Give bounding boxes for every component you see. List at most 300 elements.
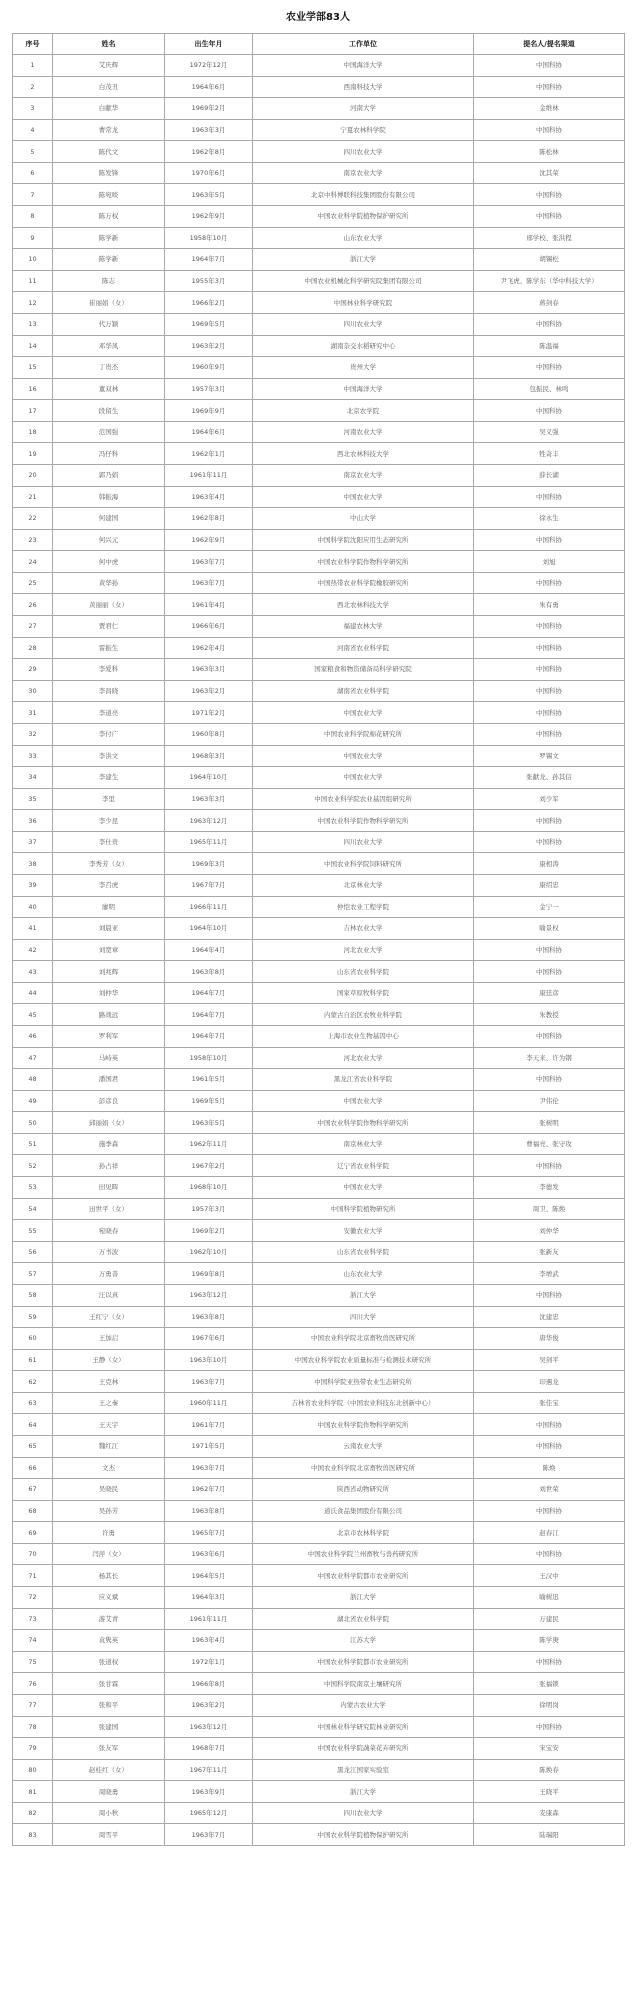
cell-index: 28 — [13, 637, 53, 659]
cell-employer: 北京市农林科学院 — [253, 1522, 474, 1544]
cell-index: 14 — [13, 335, 53, 357]
cell-name: 张甘霖 — [53, 1673, 165, 1695]
table-row — [13, 1026, 625, 1048]
cell-name: 王红宁（女） — [53, 1306, 165, 1328]
cell-name: 赵桂红（女） — [53, 1759, 165, 1781]
cell-index: 42 — [13, 939, 53, 961]
cell-index: 41 — [13, 918, 53, 940]
cell-index: 54 — [13, 1198, 53, 1220]
cell-name: 应义斌 — [53, 1587, 165, 1609]
cell-birth: 1967年6月 — [165, 1328, 253, 1350]
cell-nominator: 尹伟伦 — [474, 1090, 625, 1112]
cell-employer: 江苏大学 — [253, 1630, 474, 1652]
cell-name: 周小秋 — [53, 1802, 165, 1824]
cell-name: 何中虎 — [53, 551, 165, 573]
cell-nominator: 中国科协 — [474, 313, 625, 335]
cell-index: 36 — [13, 810, 53, 832]
cell-birth: 1963年7月 — [165, 1824, 253, 1846]
cell-nominator: 王晓平 — [474, 1781, 625, 1803]
cell-employer: 中国农业科学院北京畜牧兽医研究所 — [253, 1457, 474, 1479]
cell-nominator: 邢学校、张洪程 — [474, 227, 625, 249]
cell-nominator: 刘世荣 — [474, 1479, 625, 1501]
cell-nominator: 康相涛 — [474, 853, 625, 875]
cell-nominator: 印遇龙 — [474, 1371, 625, 1393]
cell-birth: 1963年7月 — [165, 572, 253, 594]
cell-name: 黄丽丽（女） — [53, 594, 165, 616]
cell-birth: 1962年7月 — [165, 1479, 253, 1501]
cell-index: 64 — [13, 1414, 53, 1436]
cell-employer: 中国农业科学院都市农业研究所 — [253, 1565, 474, 1587]
cell-name: 吴孙芳 — [53, 1500, 165, 1522]
cell-employer: 四川农业大学 — [253, 831, 474, 853]
cell-nominator: 中国科协 — [474, 1436, 625, 1458]
cell-nominator: 胡锡松 — [474, 249, 625, 271]
cell-index: 5 — [13, 141, 53, 163]
cell-name: 王静（女） — [53, 1349, 165, 1371]
cell-birth: 1972年1月 — [165, 1651, 253, 1673]
cell-name: 李召虎 — [53, 874, 165, 896]
table-row — [13, 1349, 625, 1371]
cell-birth: 1969年2月 — [165, 1220, 253, 1242]
cell-employer: 黑龙江省农业科学院 — [253, 1069, 474, 1091]
cell-birth: 1955年3月 — [165, 270, 253, 292]
cell-name: 田见晖 — [53, 1177, 165, 1199]
cell-nominator: 中国科协 — [474, 400, 625, 422]
header-employer: 工作单位 — [253, 34, 474, 55]
cell-nominator: 中国科协 — [474, 680, 625, 702]
cell-index: 63 — [13, 1392, 53, 1414]
cell-employer: 内蒙古自治区农牧业科学院 — [253, 1004, 474, 1026]
cell-name: 陈宛啖 — [53, 184, 165, 206]
cell-employer: 四川农业大学 — [253, 141, 474, 163]
cell-nominator: 康廷彦 — [474, 982, 625, 1004]
cell-index: 46 — [13, 1026, 53, 1048]
cell-nominator: 中国科协 — [474, 723, 625, 745]
cell-employer: 吉林农业大学 — [253, 918, 474, 940]
cell-name: 陈发锋 — [53, 162, 165, 184]
cell-index: 25 — [13, 572, 53, 594]
cell-name: 张建国 — [53, 1716, 165, 1738]
cell-employer: 南京林业大学 — [253, 1133, 474, 1155]
table-row — [13, 1608, 625, 1630]
cell-employer: 中国热带农业科学院橡胶研究所 — [253, 572, 474, 594]
cell-employer: 中国农业科学院饲料研究所 — [253, 853, 474, 875]
cell-nominator: 中国科协 — [474, 702, 625, 724]
table-row — [13, 1371, 625, 1393]
cell-birth: 1963年3月 — [165, 659, 253, 681]
cell-employer: 中国农业大学 — [253, 745, 474, 767]
cell-birth: 1963年12月 — [165, 810, 253, 832]
cell-index: 4 — [13, 119, 53, 141]
cell-nominator: 金宁一 — [474, 896, 625, 918]
cell-name: 王天宇 — [53, 1414, 165, 1436]
cell-birth: 1963年2月 — [165, 1694, 253, 1716]
cell-birth: 1964年3月 — [165, 1587, 253, 1609]
cell-name: 张和平 — [53, 1694, 165, 1716]
table-row — [13, 1824, 625, 1846]
cell-birth: 1964年5月 — [165, 1565, 253, 1587]
table-row — [13, 1004, 625, 1026]
cell-name: 白茂丑 — [53, 76, 165, 98]
cell-name: 马峙英 — [53, 1047, 165, 1069]
cell-index: 1 — [13, 55, 53, 77]
table-row — [13, 939, 625, 961]
cell-index: 43 — [13, 961, 53, 983]
cell-name: 董双林 — [53, 378, 165, 400]
cell-nominator: 中国科协 — [474, 184, 625, 206]
cell-birth: 1964年10月 — [165, 918, 253, 940]
cell-index: 62 — [13, 1371, 53, 1393]
cell-index: 21 — [13, 486, 53, 508]
cell-index: 52 — [13, 1155, 53, 1177]
cell-name: 王加启 — [53, 1328, 165, 1350]
table-row — [13, 184, 625, 206]
cell-index: 9 — [13, 227, 53, 249]
cell-name: 何兴元 — [53, 529, 165, 551]
cell-birth: 1963年12月 — [165, 1716, 253, 1738]
cell-name: 艾庆辉 — [53, 55, 165, 77]
cell-index: 11 — [13, 270, 53, 292]
cell-index: 59 — [13, 1306, 53, 1328]
cell-birth: 1957年3月 — [165, 378, 253, 400]
cell-employer: 中国农业科学院作物科学研究所 — [253, 551, 474, 573]
cell-index: 69 — [13, 1522, 53, 1544]
cell-name: 张道权 — [53, 1651, 165, 1673]
cell-employer: 辽宁省农业科学院 — [253, 1155, 474, 1177]
cell-employer: 道氏食品集团股份有限公司 — [253, 1500, 474, 1522]
table-row — [13, 1155, 625, 1177]
table-row — [13, 680, 625, 702]
cell-birth: 1964年7月 — [165, 249, 253, 271]
cell-birth: 1963年8月 — [165, 1500, 253, 1522]
cell-nominator: 吴义强 — [474, 421, 625, 443]
cell-employer: 中国科学院沈阳应用生态研究所 — [253, 529, 474, 551]
cell-nominator: 中国科协 — [474, 119, 625, 141]
table-row — [13, 464, 625, 486]
cell-employer: 中国农业科学院农业基因组研究所 — [253, 788, 474, 810]
table-header-row — [13, 34, 625, 55]
cell-birth: 1963年10月 — [165, 1349, 253, 1371]
cell-nominator: 中国科协 — [474, 1414, 625, 1436]
cell-employer: 黑龙江国家实验室 — [253, 1759, 474, 1781]
cell-employer: 中国农业大学 — [253, 486, 474, 508]
cell-nominator: 中国科协 — [474, 1284, 625, 1306]
cell-index: 2 — [13, 76, 53, 98]
cell-nominator: 中国科协 — [474, 1026, 625, 1048]
cell-name: 李付广 — [53, 723, 165, 745]
cell-name: 李昌晓 — [53, 680, 165, 702]
cell-employer: 河南大学 — [253, 98, 474, 120]
cell-name: 袁隽英 — [53, 1630, 165, 1652]
cell-employer: 吉林省农业科学院（中国农业科技东北创新中心） — [253, 1392, 474, 1414]
cell-nominator: 唐华俊 — [474, 1328, 625, 1350]
cell-employer: 中国海洋大学 — [253, 55, 474, 77]
table-row — [13, 1220, 625, 1242]
table-row — [13, 270, 625, 292]
table-row — [13, 98, 625, 120]
cell-nominator: 中国科协 — [474, 961, 625, 983]
cell-employer: 上海市农业生物基因中心 — [253, 1026, 474, 1048]
cell-name: 何建国 — [53, 508, 165, 530]
cell-employer: 中国科学院植物研究所 — [253, 1198, 474, 1220]
cell-index: 80 — [13, 1759, 53, 1781]
cell-employer: 中国农业科学院植物保护研究所 — [253, 206, 474, 228]
cell-nominator: 罗锡文 — [474, 745, 625, 767]
cell-name: 孙占祥 — [53, 1155, 165, 1177]
header-nominator: 提名人/提名渠道 — [474, 34, 625, 55]
cell-index: 71 — [13, 1565, 53, 1587]
cell-employer: 西南科技大学 — [253, 76, 474, 98]
table-row — [13, 1673, 625, 1695]
table-row — [13, 1284, 625, 1306]
table-row — [13, 378, 625, 400]
cell-index: 16 — [13, 378, 53, 400]
cell-nominator: 尹飞虎、陈学东（华中科技大学） — [474, 270, 625, 292]
cell-nominator: 麦康森 — [474, 1802, 625, 1824]
cell-nominator: 中国科协 — [474, 637, 625, 659]
table-row — [13, 313, 625, 335]
table-row — [13, 918, 625, 940]
table-row — [13, 637, 625, 659]
cell-index: 82 — [13, 1802, 53, 1824]
table-row — [13, 1479, 625, 1501]
cell-birth: 1969年2月 — [165, 98, 253, 120]
table-row — [13, 1500, 625, 1522]
cell-name: 邓华凤 — [53, 335, 165, 357]
table-row — [13, 896, 625, 918]
cell-birth: 1963年7月 — [165, 1371, 253, 1393]
cell-employer: 湖北省农业科学院 — [253, 1608, 474, 1630]
cell-name: 文杰 — [53, 1457, 165, 1479]
cell-birth: 1965年7月 — [165, 1522, 253, 1544]
table-row — [13, 874, 625, 896]
cell-nominator: 张树明 — [474, 1112, 625, 1134]
header-name: 姓名 — [53, 34, 165, 55]
table-body — [13, 55, 625, 1846]
cell-employer: 贵州大学 — [253, 357, 474, 379]
cell-birth: 1958年10月 — [165, 1047, 253, 1069]
cell-birth: 1963年4月 — [165, 1630, 253, 1652]
table-row — [13, 810, 625, 832]
cell-index: 79 — [13, 1738, 53, 1760]
cell-index: 72 — [13, 1587, 53, 1609]
cell-employer: 北京中科博联科技集团股份有限公司 — [253, 184, 474, 206]
nominee-table — [12, 33, 625, 1846]
cell-index: 51 — [13, 1133, 53, 1155]
cell-name: 范国强 — [53, 421, 165, 443]
cell-employer: 内蒙古农业大学 — [253, 1694, 474, 1716]
table-row — [13, 1090, 625, 1112]
cell-nominator: 陈松林 — [474, 141, 625, 163]
cell-birth: 1961年7月 — [165, 1414, 253, 1436]
table-row — [13, 529, 625, 551]
cell-birth: 1963年8月 — [165, 961, 253, 983]
cell-employer: 中国农业大学 — [253, 1090, 474, 1112]
cell-name: 潘国君 — [53, 1069, 165, 1091]
table-row — [13, 141, 625, 163]
cell-nominator: 徐永生 — [474, 508, 625, 530]
cell-birth: 1961年5月 — [165, 1069, 253, 1091]
cell-nominator: 沈其荣 — [474, 162, 625, 184]
cell-name: 陈万权 — [53, 206, 165, 228]
cell-nominator: 中国科协 — [474, 939, 625, 961]
cell-name: 冯仔科 — [53, 443, 165, 465]
cell-index: 40 — [13, 896, 53, 918]
table-row — [13, 1241, 625, 1263]
cell-index: 3 — [13, 98, 53, 120]
cell-name: 李少昆 — [53, 810, 165, 832]
cell-birth: 1965年12月 — [165, 1802, 253, 1824]
cell-employer: 中国农业科学院蔬菜花卉研究所 — [253, 1738, 474, 1760]
cell-nominator: 刘旭 — [474, 551, 625, 573]
table-row — [13, 1263, 625, 1285]
table-row — [13, 1716, 625, 1738]
cell-employer: 西北农林科技大学 — [253, 594, 474, 616]
table-row — [13, 400, 625, 422]
cell-employer: 湖南杂交水稻研究中心 — [253, 335, 474, 357]
table-row — [13, 1457, 625, 1479]
header-birth: 出生年月 — [165, 34, 253, 55]
cell-index: 47 — [13, 1047, 53, 1069]
cell-index: 27 — [13, 616, 53, 638]
cell-employer: 中国农业大学 — [253, 767, 474, 789]
cell-employer: 中山大学 — [253, 508, 474, 530]
cell-birth: 1964年6月 — [165, 76, 253, 98]
cell-nominator: 李天来、许为钢 — [474, 1047, 625, 1069]
cell-index: 77 — [13, 1694, 53, 1716]
cell-birth: 1960年11月 — [165, 1392, 253, 1414]
cell-birth: 1963年2月 — [165, 335, 253, 357]
cell-index: 75 — [13, 1651, 53, 1673]
cell-index: 70 — [13, 1543, 53, 1565]
cell-employer: 中国农业机械化科学研究院集团有限公司 — [253, 270, 474, 292]
cell-birth: 1963年6月 — [165, 1543, 253, 1565]
cell-nominator: 中国科协 — [474, 1543, 625, 1565]
table-row — [13, 767, 625, 789]
cell-name: 雷振生 — [53, 637, 165, 659]
cell-birth: 1969年8月 — [165, 1263, 253, 1285]
cell-index: 20 — [13, 464, 53, 486]
cell-nominator: 中国科协 — [474, 1155, 625, 1177]
cell-name: 许勇 — [53, 1522, 165, 1544]
table-row — [13, 1069, 625, 1091]
cell-index: 29 — [13, 659, 53, 681]
table-row — [13, 1198, 625, 1220]
cell-birth: 1966年8月 — [165, 1673, 253, 1695]
table-row — [13, 421, 625, 443]
cell-nominator: 中国科协 — [474, 486, 625, 508]
cell-nominator: 中国科协 — [474, 659, 625, 681]
cell-name: 韩振海 — [53, 486, 165, 508]
table-row — [13, 227, 625, 249]
cell-name: 田世平（女） — [53, 1198, 165, 1220]
cell-name: 李道亮 — [53, 702, 165, 724]
table-row — [13, 1112, 625, 1134]
table-row — [13, 1133, 625, 1155]
cell-birth: 1968年3月 — [165, 745, 253, 767]
cell-name: 刘兆辉 — [53, 961, 165, 983]
cell-name: 贾君仁 — [53, 616, 165, 638]
cell-nominator: 张福锁 — [474, 1673, 625, 1695]
cell-name: 路战远 — [53, 1004, 165, 1026]
cell-employer: 四川大学 — [253, 1306, 474, 1328]
cell-nominator: 牲奇丰 — [474, 443, 625, 465]
cell-birth: 1963年9月 — [165, 1781, 253, 1803]
cell-name: 黄华孙 — [53, 572, 165, 594]
cell-birth: 1963年7月 — [165, 551, 253, 573]
table-row — [13, 1565, 625, 1587]
cell-name: 汪以真 — [53, 1284, 165, 1306]
cell-nominator: 万建民 — [474, 1608, 625, 1630]
cell-nominator: 吴剑平 — [474, 1349, 625, 1371]
cell-employer: 中国农业科学院棉花研究所 — [253, 723, 474, 745]
cell-birth: 1963年2月 — [165, 680, 253, 702]
cell-index: 18 — [13, 421, 53, 443]
cell-index: 74 — [13, 1630, 53, 1652]
table-row — [13, 702, 625, 724]
cell-nominator: 沈建忠 — [474, 1306, 625, 1328]
cell-index: 35 — [13, 788, 53, 810]
cell-employer: 中国农业科学院作物科学研究所 — [253, 810, 474, 832]
cell-employer: 西北农林科技大学 — [253, 443, 474, 465]
table-row — [13, 1392, 625, 1414]
cell-index: 56 — [13, 1241, 53, 1263]
cell-birth: 1967年11月 — [165, 1759, 253, 1781]
table-row — [13, 1328, 625, 1350]
cell-employer: 云南农业大学 — [253, 1436, 474, 1458]
cell-name: 王之秦 — [53, 1392, 165, 1414]
cell-nominator: 宋宝安 — [474, 1738, 625, 1760]
cell-employer: 山东农业大学 — [253, 227, 474, 249]
cell-birth: 1968年10月 — [165, 1177, 253, 1199]
cell-employer: 中国海洋大学 — [253, 378, 474, 400]
cell-index: 73 — [13, 1608, 53, 1630]
table-row — [13, 723, 625, 745]
table-row — [13, 1802, 625, 1824]
cell-employer: 中国农业大学 — [253, 702, 474, 724]
cell-index: 22 — [13, 508, 53, 530]
table-row — [13, 1436, 625, 1458]
table-row — [13, 659, 625, 681]
table-row — [13, 443, 625, 465]
cell-nominator: 金维林 — [474, 98, 625, 120]
cell-employer: 中国科学院亚热带农业生态研究所 — [253, 1371, 474, 1393]
cell-birth: 1963年4月 — [165, 486, 253, 508]
cell-index: 23 — [13, 529, 53, 551]
cell-index: 37 — [13, 831, 53, 853]
cell-index: 67 — [13, 1479, 53, 1501]
cell-index: 44 — [13, 982, 53, 1004]
cell-name: 段留生 — [53, 400, 165, 422]
cell-nominator: 喻树迅 — [474, 1587, 625, 1609]
cell-index: 49 — [13, 1090, 53, 1112]
cell-birth: 1971年5月 — [165, 1436, 253, 1458]
cell-index: 83 — [13, 1824, 53, 1846]
cell-index: 38 — [13, 853, 53, 875]
cell-birth: 1964年4月 — [165, 939, 253, 961]
table-row — [13, 508, 625, 530]
cell-name: 闫萍（女） — [53, 1543, 165, 1565]
cell-nominator: 朱教授 — [474, 1004, 625, 1026]
cell-birth: 1968年7月 — [165, 1738, 253, 1760]
cell-index: 45 — [13, 1004, 53, 1026]
cell-index: 10 — [13, 249, 53, 271]
cell-index: 26 — [13, 594, 53, 616]
cell-nominator: 陈温福 — [474, 335, 625, 357]
table-row — [13, 616, 625, 638]
cell-index: 24 — [13, 551, 53, 573]
cell-name: 李里 — [53, 788, 165, 810]
